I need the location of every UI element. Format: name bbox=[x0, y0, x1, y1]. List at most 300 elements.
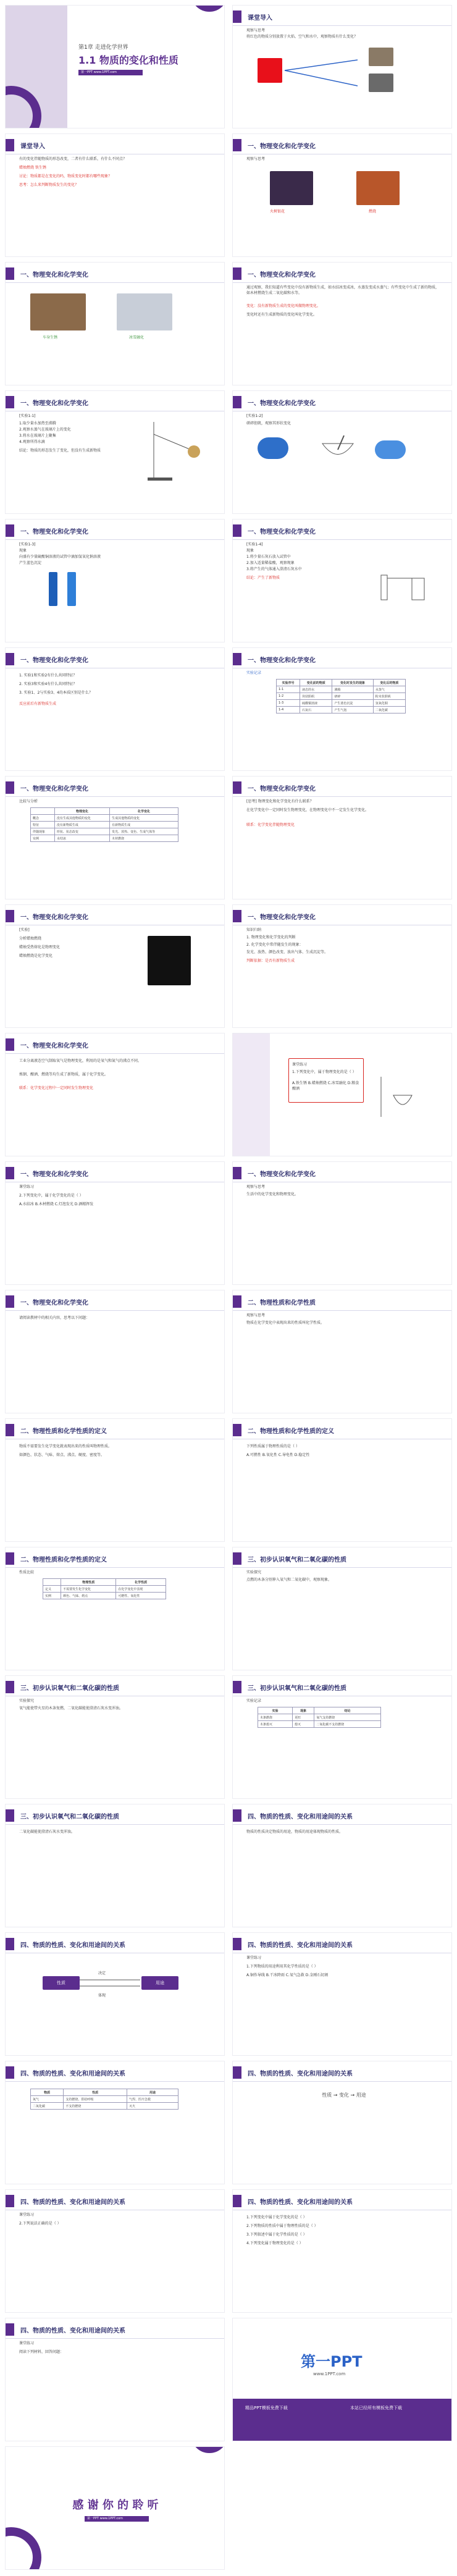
header-bar bbox=[233, 1424, 241, 1436]
slide-header bbox=[6, 1038, 141, 1051]
slide-title: 一、物理变化和化学变化 bbox=[20, 914, 88, 921]
text-line: 4.下列变化属于物理变化的是（ ） bbox=[246, 2241, 303, 2246]
header-bar bbox=[6, 267, 14, 280]
table-row bbox=[31, 828, 178, 835]
apparatus-icon bbox=[375, 1071, 430, 1120]
slide-subtitle: 知识归纳 bbox=[246, 928, 262, 932]
slide-17[interactable] bbox=[5, 1033, 225, 1156]
text-line: 结论：产生了新物质 bbox=[246, 576, 280, 580]
text-line: 生活中的化学变化和物理变化。 bbox=[246, 1192, 299, 1197]
text-line: 结论：物质的形态发生了变化，但没有生成新物质 bbox=[19, 448, 101, 453]
slide-header bbox=[6, 1552, 141, 1565]
table-header: 用途 bbox=[127, 2089, 178, 2096]
slide-subtitle: 观察与思考 bbox=[246, 157, 266, 161]
text-line: 请阅读教材中的相关内容，思考以下问题： bbox=[19, 1316, 90, 1320]
slide-header bbox=[233, 396, 369, 408]
slide-25[interactable] bbox=[5, 1547, 225, 1670]
table-cell: 颜色、气味、熔点 bbox=[61, 1593, 116, 1599]
table-header: 变化时发生的现象 bbox=[332, 680, 373, 686]
table-cell: 石灰石 bbox=[300, 707, 332, 713]
text-line: A.水结冰 B.木材燃烧 C.灯泡发光 D.酒精挥发 bbox=[19, 1202, 94, 1206]
apparatus-icon bbox=[148, 416, 209, 484]
table-cell: 木条熄灭 bbox=[258, 1721, 293, 1728]
slide-subtitle: 课堂练习 bbox=[246, 1956, 262, 1960]
compare-table bbox=[43, 1578, 166, 1599]
header-bar bbox=[233, 1681, 241, 1693]
table-row bbox=[31, 2103, 178, 2110]
slide-header bbox=[6, 910, 141, 922]
table-cell: 灭火 bbox=[127, 2103, 178, 2110]
header-line bbox=[6, 1310, 225, 1311]
side-panel bbox=[233, 1033, 270, 1156]
slide-15[interactable] bbox=[5, 904, 225, 1028]
header-line bbox=[6, 2081, 225, 2082]
cover-url: 第一PPT www.1PPT.com bbox=[78, 70, 143, 75]
header-line bbox=[233, 796, 452, 797]
header-bar bbox=[233, 396, 241, 408]
slide-header bbox=[233, 2066, 369, 2079]
slide-subtitle: 课堂练习 bbox=[19, 2213, 35, 2217]
slide-title: 一、物理变化和化学变化 bbox=[248, 1171, 316, 1178]
table-cell: 概念 bbox=[31, 815, 55, 822]
header-bar bbox=[6, 2066, 14, 2079]
slide-title: 课堂导入 bbox=[248, 14, 272, 22]
slide-header bbox=[6, 1681, 141, 1693]
slide-35[interactable] bbox=[5, 2189, 225, 2313]
exp-label: [实验1-3] bbox=[19, 542, 36, 547]
text-line: 发光、放热、颜色改变、放出气体、生成沉淀等。 bbox=[246, 950, 329, 954]
header-bar bbox=[233, 2195, 241, 2207]
table-header: 现象 bbox=[292, 1707, 314, 1714]
header-bar bbox=[6, 2323, 14, 2336]
header-bar bbox=[233, 1809, 241, 1822]
table-cell: 更旺 bbox=[292, 1714, 314, 1721]
table-cell: 水蒸气 bbox=[373, 686, 405, 693]
slide-ad[interactable] bbox=[232, 2318, 452, 2441]
slide-subtitle: 观察与思考 bbox=[246, 1313, 266, 1318]
caption: 火树银花 bbox=[270, 209, 285, 214]
slide-19[interactable] bbox=[5, 1161, 225, 1285]
slide-cover[interactable] bbox=[5, 5, 225, 128]
slide-title: 一、物理变化和化学变化 bbox=[248, 657, 316, 664]
slide-subtitle: 实验探究 bbox=[19, 1699, 35, 1703]
exp-label: [实验1-1] bbox=[19, 414, 36, 418]
table-cell: 形状、状态改变 bbox=[54, 828, 109, 835]
table-cell: 伴随现象 bbox=[31, 828, 55, 835]
end-url: 第一PPT www.1PPT.com bbox=[85, 2516, 149, 2522]
slide-title: 四、物质的性质、变化和用途间的关系 bbox=[20, 2070, 125, 2077]
slide-question: 将红色的物质分别放置于火焰、空气和水中，观察物质有什么变化？ bbox=[246, 35, 358, 39]
exp-label: [实验1-2] bbox=[246, 414, 263, 418]
slide-title: 一、物理变化和化学变化 bbox=[20, 1299, 88, 1307]
slide-header bbox=[6, 1938, 141, 1950]
header-bar bbox=[233, 2066, 241, 2079]
slide-4[interactable] bbox=[232, 133, 452, 257]
slide-header bbox=[233, 2195, 369, 2207]
text-line: 研碎胆矾，观察其形状变化 bbox=[246, 421, 291, 426]
slide-header bbox=[6, 2195, 141, 2207]
caption: 燃烧 bbox=[369, 209, 377, 214]
text-line: 判断依据：是否有新物质生成 bbox=[246, 959, 295, 963]
text-line: 氧气能使带火星的木条复燃，二氧化碳能使澄清石灰水变浑浊。 bbox=[19, 1706, 124, 1711]
slide-subtitle: 实验探究 bbox=[246, 1570, 262, 1575]
photo-rusty-car bbox=[30, 293, 86, 330]
text-line: 2.下列说法正确的是（ ） bbox=[19, 2221, 61, 2226]
slide-7[interactable] bbox=[5, 390, 225, 514]
slide-title: 四、物质的性质、变化和用途间的关系 bbox=[20, 2327, 125, 2334]
slide-title: 一、物理变化和化学变化 bbox=[248, 785, 316, 793]
text-line: 3.将产生的气体通入澄清石灰水中 bbox=[246, 567, 302, 571]
photo-blue-crystal bbox=[258, 437, 288, 459]
slide-3[interactable] bbox=[5, 133, 225, 257]
record-table bbox=[258, 1707, 381, 1728]
slide-32[interactable] bbox=[232, 1932, 452, 2056]
slide-header bbox=[6, 1167, 141, 1179]
text-line: 联系：化学变化伴随物理变化 bbox=[246, 823, 295, 827]
exp-label: [实验] bbox=[19, 928, 30, 932]
slide-14[interactable] bbox=[232, 776, 452, 899]
table-cell: 特征 bbox=[31, 822, 55, 828]
slide-title: 二、物理性质和化学性质 bbox=[248, 1299, 316, 1307]
table-header: 性质 bbox=[64, 2089, 127, 2096]
text-line: 如颜色、状态、气味、熔点、沸点、硬度、密度等。 bbox=[19, 1453, 105, 1457]
header-bar bbox=[6, 1424, 14, 1436]
slide-22[interactable] bbox=[232, 1290, 452, 1413]
text-line: 1.将少量石灰石放入试管中 bbox=[246, 555, 291, 559]
table-row bbox=[277, 693, 406, 700]
slide-end[interactable] bbox=[5, 2446, 225, 2570]
text-line: 产生蓝色沉淀 bbox=[19, 561, 42, 565]
header-bar bbox=[233, 1938, 241, 1950]
header-line bbox=[6, 1053, 225, 1054]
text-line: [思考] 物理变化和化学变化有什么联系？ bbox=[246, 799, 314, 804]
text-line: A.铁生锈 B.蜡烛燃烧 C.冰雪融化 D.粮食酿酒 bbox=[292, 1081, 359, 1091]
slide-header bbox=[233, 1295, 369, 1308]
text-line: 1.下列物质的用途利用其化学性质的是（ ） bbox=[246, 1964, 318, 1969]
slide-header bbox=[6, 524, 141, 537]
table-header: 化学性质 bbox=[116, 1579, 166, 1586]
slide-23[interactable] bbox=[5, 1418, 225, 1542]
text-line: 变化：没有新物质生成的变化叫做物理变化。 bbox=[246, 304, 321, 308]
use-table bbox=[30, 2089, 178, 2110]
table-header-row bbox=[43, 1579, 166, 1586]
slide-13[interactable] bbox=[5, 776, 225, 899]
slide-title: 一、物理变化和化学变化 bbox=[20, 785, 88, 793]
table-cell: 没有新物质生成 bbox=[54, 822, 109, 828]
slide-subtitle: 性质比较 bbox=[19, 1570, 35, 1575]
test-tube bbox=[49, 572, 57, 606]
arrows-icon bbox=[283, 55, 370, 98]
header-bar bbox=[233, 781, 241, 794]
slide-11[interactable] bbox=[5, 647, 225, 771]
slide-title: 一、物理变化和化学变化 bbox=[248, 271, 316, 279]
thanks-text: 感 谢 你 的 聆 听 bbox=[72, 2499, 159, 2512]
header-bar bbox=[233, 910, 241, 922]
header-bar bbox=[233, 524, 241, 537]
table-cell: 支持燃烧、供给呼吸 bbox=[64, 2096, 127, 2103]
text-line: 物质的性质决定物质的用途，物质的用途体现物质的性质。 bbox=[246, 1830, 343, 1834]
text-line: 炼钢、酿酒、燃烧等均生成了新物质，属于化学变化。 bbox=[19, 1072, 109, 1077]
edge-label: 决定 bbox=[98, 1971, 106, 1976]
table-header: 物理性质 bbox=[61, 1579, 116, 1586]
table-cell: 氧气 bbox=[31, 2096, 64, 2103]
table-header: 结论 bbox=[314, 1707, 381, 1714]
slide-subtitle: 实验记录 bbox=[246, 1699, 262, 1703]
slide-16[interactable] bbox=[232, 904, 452, 1028]
cover-chapter: 第1章 走进化学世界 bbox=[78, 44, 128, 51]
header-line bbox=[6, 1567, 225, 1568]
slide-title: 一、物理变化和化学变化 bbox=[20, 1171, 88, 1178]
node-use: 用途 bbox=[141, 1976, 178, 1990]
table-row bbox=[43, 1593, 166, 1599]
slide-21[interactable] bbox=[5, 1290, 225, 1413]
text-line: 通过观察，我们知道有些变化中没有新物质生成，如水结冰变成冰，水蒸发变成水蒸气；有些变化中生成了新的物质，如木材燃烧生成二氧化碳和水等。 bbox=[246, 285, 440, 295]
test-tube bbox=[67, 572, 76, 606]
text-line: 二氧化碳能使澄清石灰水变浑浊。 bbox=[19, 1830, 75, 1834]
header-line bbox=[6, 2338, 225, 2339]
header-bar bbox=[6, 1809, 14, 1822]
slide-title: 一、物理变化和化学变化 bbox=[20, 271, 88, 279]
slide-header bbox=[6, 781, 141, 794]
slide-6[interactable] bbox=[232, 262, 452, 385]
slide-title: 一、物理变化和化学变化 bbox=[20, 1042, 88, 1050]
header-line bbox=[6, 796, 225, 797]
header-bar bbox=[233, 11, 241, 23]
slide-title: 四、物质的性质、变化和用途间的关系 bbox=[248, 2199, 353, 2206]
slide-title: 一、物理变化和化学变化 bbox=[20, 657, 88, 664]
header-bar bbox=[233, 139, 241, 151]
header-bar bbox=[6, 396, 14, 408]
header-bar bbox=[233, 1167, 241, 1179]
slide-12[interactable] bbox=[232, 647, 452, 771]
slide-26[interactable] bbox=[232, 1547, 452, 1670]
table-cell: 二氧化碳不支持燃烧 bbox=[314, 1721, 381, 1728]
slide-37[interactable] bbox=[5, 2318, 225, 2441]
slide-title: 二、物理性质和化学性质的定义 bbox=[20, 1556, 107, 1564]
photo-ash bbox=[369, 74, 393, 92]
table-cell: 发光、放热、变色、生成气体等 bbox=[110, 828, 178, 835]
header-bar bbox=[6, 653, 14, 665]
slide-5[interactable] bbox=[5, 262, 225, 385]
slide-20[interactable] bbox=[232, 1161, 452, 1285]
table-row bbox=[31, 822, 178, 828]
text-line: 向盛有少量硫酸铜溶液的试管中滴加氢氧化钠溶液 bbox=[19, 555, 101, 559]
table-cell: 熄灭 bbox=[292, 1721, 314, 1728]
table-cell: 实例 bbox=[31, 835, 55, 842]
table-header: 物理变化 bbox=[54, 808, 109, 815]
text-line: 阅读下列材料，回答问题： bbox=[19, 2350, 64, 2354]
table-row bbox=[277, 686, 406, 693]
node-property: 性质 bbox=[43, 1976, 80, 1990]
slide-title: 四、物质的性质、变化和用途间的关系 bbox=[248, 1813, 353, 1820]
table-cell: 氧气支持燃烧 bbox=[314, 1714, 381, 1721]
slide-33[interactable] bbox=[5, 2061, 225, 2184]
table-cell: 1-1 bbox=[277, 686, 300, 693]
slide-subtitle: 观察与思考 bbox=[246, 1185, 266, 1189]
slide-18[interactable] bbox=[232, 1033, 452, 1156]
table-cell: 不支持燃烧 bbox=[64, 2103, 127, 2110]
text-line: 2.下列物质的性质中属于物理性质的是（ ） bbox=[246, 2224, 318, 2228]
slide-title: 一、物理变化和化学变化 bbox=[248, 143, 316, 150]
slide-24[interactable] bbox=[232, 1418, 452, 1542]
text-line: 下列性质属于物理性质的是（ ） bbox=[246, 1444, 300, 1449]
slide-header bbox=[233, 267, 369, 280]
table-cell: 研碎 bbox=[332, 693, 373, 700]
slide-header bbox=[6, 396, 141, 408]
table-cell: 不需要发生化学变化 bbox=[61, 1586, 116, 1593]
header-bar bbox=[6, 1938, 14, 1950]
ad-url: www.1PPT.com bbox=[313, 2372, 346, 2376]
text-line: 1. 实验1和实验2有什么共同特征？ bbox=[19, 673, 77, 678]
slide-8[interactable] bbox=[232, 390, 452, 514]
slide-header bbox=[6, 1809, 141, 1822]
text-line: 在化学变化中一定同时发生物理变化，在物理变化中不一定发生化学变化。 bbox=[246, 808, 369, 812]
text-line: A.可燃性 B.氧化性 C.导电性 D.稳定性 bbox=[246, 1453, 310, 1457]
text-line: 工业分离液态空气制取氧气是物理变化，利用的是氧气和氮气的沸点不同。 bbox=[19, 1059, 142, 1063]
slide-title: 三、初步认识氧气和二氧化碳的性质 bbox=[248, 1685, 346, 1692]
slide-header bbox=[6, 1424, 141, 1436]
table-cell: 沸腾 bbox=[332, 686, 373, 693]
header-bar bbox=[6, 139, 14, 151]
arrow-icon bbox=[80, 1976, 141, 1990]
text-line: A.铜作导线 B.干冰降雨 C.氧气急救 D.金刚石切割 bbox=[246, 1973, 329, 1977]
red-substance-image bbox=[258, 58, 282, 83]
record-table bbox=[276, 679, 406, 713]
slide-2[interactable] bbox=[232, 5, 452, 128]
slide-header bbox=[233, 653, 369, 665]
header-bar bbox=[6, 781, 14, 794]
cover-ring-small bbox=[191, 5, 225, 12]
table-cell: 1-2 bbox=[277, 693, 300, 700]
header-line bbox=[6, 1824, 225, 1825]
table-row bbox=[31, 835, 178, 842]
header-bar bbox=[6, 1681, 14, 1693]
table-cell: 定义 bbox=[43, 1586, 61, 1593]
cover-title: 1.1 物质的变化和性质 bbox=[78, 54, 178, 66]
slide-29[interactable] bbox=[5, 1804, 225, 1927]
table-cell: 没有生成其他物质的变化 bbox=[54, 815, 109, 822]
text-line: 1. 物理变化和化学变化的判断 bbox=[246, 935, 296, 940]
text-line: 蜡烛燃烧 铁生锈 bbox=[19, 166, 46, 170]
header-line bbox=[233, 1310, 452, 1311]
slide-title: 一、物理变化和化学变化 bbox=[248, 400, 316, 407]
slide-subtitle: 课堂练习 bbox=[19, 2341, 35, 2346]
slide-title: 三、初步认识氧气和二氧化碳的性质 bbox=[20, 1813, 119, 1820]
slide-27[interactable] bbox=[5, 1675, 225, 1799]
slide-header bbox=[233, 910, 369, 922]
slide-header bbox=[233, 1552, 369, 1565]
slide-36[interactable] bbox=[232, 2189, 452, 2313]
table-cell: 液态的水 bbox=[300, 686, 332, 693]
table-cell: 可燃性、氧化性 bbox=[116, 1593, 166, 1599]
slide-title: 一、物理变化和化学变化 bbox=[248, 528, 316, 536]
exp-label: [实验1-4] bbox=[246, 542, 263, 547]
header-bar bbox=[6, 2195, 14, 2207]
header-line bbox=[233, 539, 452, 540]
table-header: 物质 bbox=[31, 2089, 64, 2096]
text-line: 思考：怎么来判断物质发生的变化？ bbox=[19, 183, 79, 187]
text-line: 2.加入适量稀盐酸，观察现象 bbox=[246, 561, 295, 565]
slide-header bbox=[233, 1809, 369, 1822]
text-line: 物质在化学变化中表现出来的性质叫化学性质。 bbox=[246, 1321, 325, 1325]
header-bar bbox=[6, 1167, 14, 1179]
table-header: 实验 bbox=[258, 1707, 293, 1714]
slide-header bbox=[6, 267, 141, 280]
answer-note: 反应前后有新物质生成 bbox=[19, 702, 57, 706]
text-line: 1.下列变化中属于化学变化的是（ ） bbox=[246, 2215, 307, 2220]
slide-title: 二、物理性质和化学性质的定义 bbox=[248, 1428, 334, 1435]
table-header: 化学变化 bbox=[110, 808, 178, 815]
table-row bbox=[277, 700, 406, 707]
table-cell: 生成其他物质的变化 bbox=[110, 815, 178, 822]
table-cell: 1-4 bbox=[277, 707, 300, 713]
text-line: 分析蜡烛燃烧 bbox=[19, 937, 42, 941]
table-cell: 木条燃烧 bbox=[258, 1714, 293, 1721]
slide-header bbox=[6, 2066, 141, 2079]
slide-34[interactable] bbox=[232, 2061, 452, 2184]
table-row bbox=[31, 815, 178, 822]
edge-label: 体现 bbox=[98, 1993, 106, 1998]
slide-28[interactable] bbox=[232, 1675, 452, 1799]
photo-candle bbox=[148, 936, 191, 985]
slide-30[interactable] bbox=[232, 1804, 452, 1927]
slide-header bbox=[233, 1938, 369, 1950]
slide-header bbox=[233, 1167, 369, 1179]
header-bar bbox=[6, 1295, 14, 1308]
header-bar bbox=[233, 267, 241, 280]
slide-31[interactable] bbox=[5, 1932, 225, 2056]
header-line bbox=[233, 1567, 452, 1568]
photo-snow bbox=[117, 293, 172, 330]
text-line: 1.下列变化中，属于物理变化的是（ ） bbox=[292, 1070, 356, 1074]
slide-title: 一、物理变化和化学变化 bbox=[20, 528, 88, 536]
table-cell: 在化学变化中表现 bbox=[116, 1586, 166, 1593]
table-cell: 木材燃烧 bbox=[110, 835, 178, 842]
slide-header bbox=[6, 653, 141, 665]
header-bar bbox=[233, 1295, 241, 1308]
slide-subtitle: 课堂练习 bbox=[19, 1185, 35, 1189]
table-cell: 产生蓝色沉淀 bbox=[332, 700, 373, 707]
caption: 冰雪融化 bbox=[129, 335, 145, 340]
header-bar bbox=[6, 524, 14, 537]
text-line: 现象 bbox=[246, 549, 254, 553]
table-cell: 二氧化碳 bbox=[373, 707, 405, 713]
table-header bbox=[43, 1579, 61, 1586]
caption: 车身生锈 bbox=[43, 335, 58, 340]
slide-subtitle: 观察与思考 bbox=[246, 28, 266, 33]
text-line: 现象 bbox=[19, 549, 27, 553]
table-cell: 硫酸铜溶液 bbox=[300, 700, 332, 707]
apparatus-icon bbox=[375, 550, 437, 606]
compare-table bbox=[30, 807, 178, 842]
slide-header bbox=[233, 11, 369, 23]
text-line: 3.将水在玻璃片上聚集 bbox=[19, 434, 56, 438]
slide-header bbox=[233, 781, 369, 794]
header-bar bbox=[6, 1552, 14, 1565]
text-line: 3. 实验1、2与实验3、4的本质区别是什么？ bbox=[19, 691, 93, 695]
text-line: 讨论：物质都是在变化的吗，物质变化时都有哪些现象？ bbox=[19, 174, 112, 179]
header-line bbox=[6, 539, 225, 540]
table-cell: 水结冰 bbox=[54, 835, 109, 842]
table-cell: 氢氧化铜 bbox=[373, 700, 405, 707]
slide-title: 一、物理变化和化学变化 bbox=[20, 400, 88, 407]
mortar-icon bbox=[319, 434, 356, 465]
slide-9[interactable] bbox=[5, 519, 225, 642]
table-row bbox=[277, 707, 406, 713]
text-line: 2. 化学变化中常伴随发生的现象： bbox=[246, 943, 303, 947]
slide-10[interactable] bbox=[232, 519, 452, 642]
header-line bbox=[6, 282, 225, 283]
